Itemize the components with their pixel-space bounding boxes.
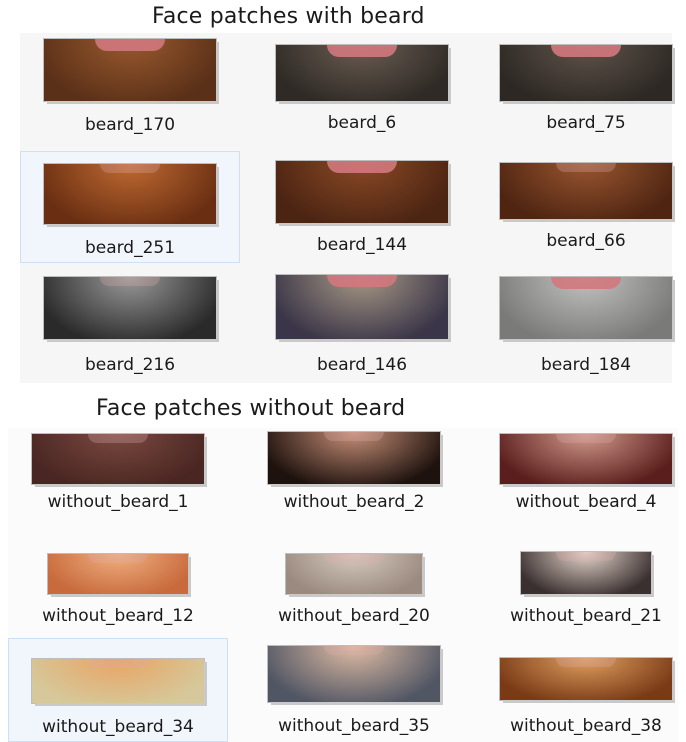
thumbnail-label: without_beard_35: [278, 716, 430, 736]
face-patch-image: [521, 552, 651, 594]
mouth-shape: [551, 277, 621, 289]
without-beard-patches-grid: [8, 428, 678, 742]
thumbnail-label: beard_184: [540, 355, 632, 375]
mouth-shape: [327, 45, 397, 57]
mouth-shape: [324, 554, 384, 563]
thumbnail-tile[interactable]: [476, 428, 686, 524]
mouth-shape: [88, 434, 148, 443]
mouth-shape: [324, 646, 384, 655]
face-patch-image: [48, 554, 188, 594]
thumbnail-tile[interactable]: [252, 151, 472, 263]
thumbnail-label: beard_66: [546, 231, 626, 251]
face-patch-image: [276, 275, 448, 339]
mouth-shape: [556, 434, 616, 443]
thumbnail-label: beard_6: [327, 113, 397, 133]
thumbnail-tile[interactable]: [252, 271, 472, 383]
face-patch-image: [32, 659, 204, 703]
thumbnail-tile[interactable]: [244, 638, 464, 742]
face-patch-image: [44, 39, 216, 101]
thumbnail-label: beard_146: [316, 355, 408, 375]
thumbnail-label: beard_216: [84, 355, 176, 375]
face-patch-image: [276, 45, 448, 101]
thumbnail-label: beard_170: [84, 115, 176, 135]
thumbnail-tile[interactable]: [20, 151, 240, 263]
mouth-shape: [95, 39, 165, 51]
mouth-shape: [551, 45, 621, 57]
thumbnail-tile[interactable]: [8, 546, 228, 638]
thumbnail-label: beard_75: [546, 113, 626, 133]
face-patch-image: [44, 164, 216, 224]
mouth-shape: [556, 658, 616, 667]
thumbnail-tile[interactable]: [20, 271, 240, 383]
mouth-shape: [556, 163, 616, 172]
mouth-shape: [556, 552, 616, 561]
face-patch-image: [286, 554, 422, 594]
thumbnail-tile[interactable]: [244, 428, 464, 524]
thumbnail-tile[interactable]: [476, 546, 686, 638]
face-patch-image: [32, 434, 204, 484]
thumbnail-label: without_beard_20: [278, 606, 430, 626]
mouth-shape: [100, 164, 160, 173]
thumbnail-label: without_beard_34: [42, 717, 194, 737]
thumbnail-label: without_beard_12: [42, 606, 194, 626]
mouth-shape: [88, 659, 148, 668]
face-patch-image: [44, 277, 216, 339]
thumbnail-tile[interactable]: [252, 33, 472, 133]
thumbnail-tile[interactable]: [476, 33, 686, 133]
face-patch-image: [500, 277, 672, 339]
thumbnail-tile[interactable]: [20, 33, 240, 133]
thumbnail-label: without_beard_2: [283, 492, 425, 512]
mouth-shape: [327, 275, 397, 287]
face-patch-image: [500, 658, 672, 700]
thumbnail-label: without_beard_38: [510, 716, 662, 736]
thumbnail-label: without_beard_4: [515, 492, 657, 512]
thumbnail-label: beard_144: [316, 235, 408, 255]
thumbnail-label: without_beard_21: [510, 606, 662, 626]
thumbnail-label: without_beard_1: [47, 492, 189, 512]
thumbnail-tile[interactable]: [8, 428, 228, 524]
face-patch-image: [500, 163, 672, 219]
face-patch-image: [268, 646, 440, 702]
thumbnail-tile[interactable]: [476, 638, 686, 742]
thumbnail-tile[interactable]: [476, 271, 686, 383]
section-title-with-beard: Face patches with beard: [152, 4, 425, 29]
mouth-shape: [88, 554, 148, 563]
face-patch-image: [500, 434, 672, 484]
face-patch-image: [268, 432, 440, 484]
thumbnail-tile[interactable]: [244, 546, 464, 638]
face-patch-image: [500, 45, 672, 101]
thumbnail-label: beard_251: [84, 238, 176, 258]
thumbnail-tile[interactable]: [476, 151, 686, 263]
face-patch-image: [276, 161, 448, 223]
section-title-without-beard: Face patches without beard: [96, 396, 406, 421]
mouth-shape: [100, 277, 160, 286]
mouth-shape: [327, 161, 397, 173]
mouth-shape: [324, 432, 384, 441]
beard-patches-grid: [20, 33, 672, 383]
thumbnail-tile[interactable]: [8, 638, 228, 742]
